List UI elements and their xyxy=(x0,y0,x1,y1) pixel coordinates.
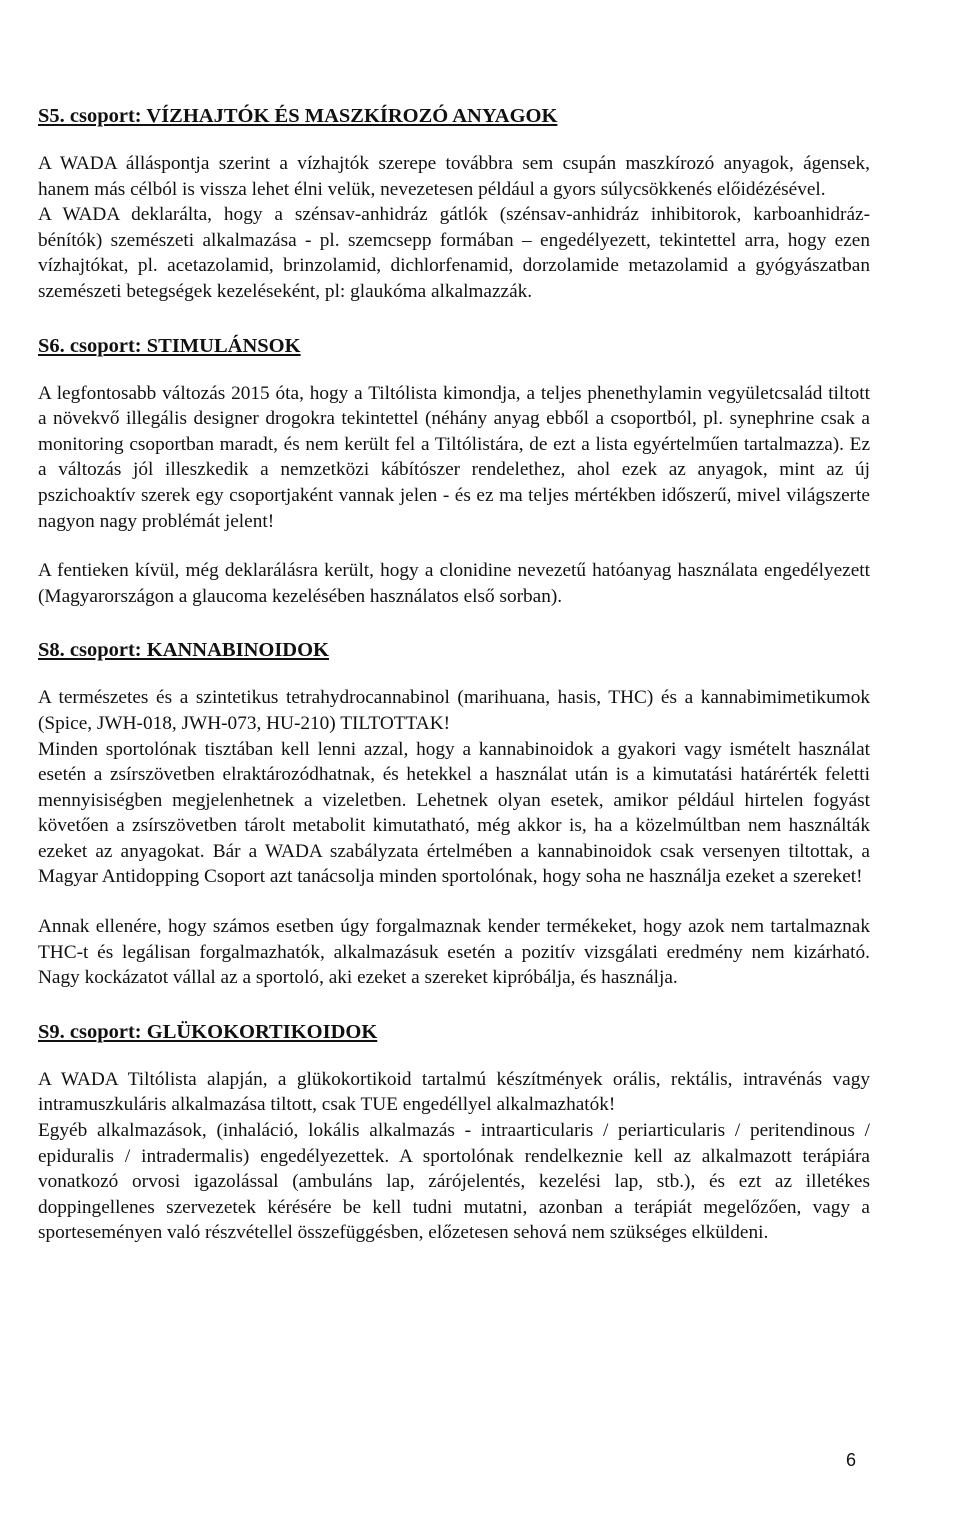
document-body xyxy=(38,103,870,1246)
paragraph: A WADA Tiltólista alapján, a glükokortikoid tartalmú készítmények orális, rektális, intravénás vagy intramuszkuláris alkalmazása tiltott, csak TUE engedéllyel alkalmazhatók! xyxy=(38,1068,870,1116)
section-heading-s9: S9. csoport: GLÜKOKORTIKOIDOK xyxy=(38,1020,378,1043)
section-heading-s5: S5. csoport: VÍZHAJTÓK ÉS MASZKÍROZÓ ANYAGOK xyxy=(38,105,558,127)
paragraph: A fentieken kívül, még deklarálásra került, hogy a clonidine nevezetű hatóanyag használata engedélyezett (Magyarországon a glaucoma kezelésében használatos első sorban). xyxy=(38,560,870,607)
page-number: 6 xyxy=(845,1450,856,1470)
paragraph: A WADA deklarálta, hogy a szénsav-anhidráz gátlók (szénsav-anhidráz inhibitorok, karboanhidráz-bénítók) szemészeti alkalmazása - pl. szemcsepp formában – engedélyezett, tekintettel arra, hogy ezen vízhajtókat, pl. acetazolamid, brinzolamid, dichlorfenamid, dorzolamide metazolamid a gyógyászatban szemészeti betegségek kezeléseként, pl: glaukóma alkalmazzák. xyxy=(38,204,870,302)
paragraph: A természetes és a szintetikus tetrahydrocannabinol (marihuana, hasis, THC) és a kannabimimetikumok (Spice, JWH-018, JWH-073, HU-210) TILTOTTAK! xyxy=(38,687,870,734)
section-s9 xyxy=(38,1019,870,1246)
section-s8 xyxy=(38,637,870,991)
paragraph: Egyéb alkalmazások, (inhaláció, lokális alkalmazás - intraarticularis / periarticularis / peritendinous / epiduralis / intradermalis) engedélyezettek. A sportolónak rendelkeznie kell az alkalmazott terápiára vonatkozó orvosi igazolással (ambuláns lap, zárójelentés, kezelési lap, stb.), és ezt az illetékes doppingellenes szervezetek kérésére be kell tudni mutatni, azonban a terápiát megelőzően, vagy a sporteseményen való részvétellel összefüggésben, előzetesen sehová nem szükséges elküldeni. xyxy=(38,1120,870,1244)
paragraph: A legfontosabb változás 2015 óta, hogy a Tiltólista kimondja, a teljes phenethylamin vegyületcsalád tiltott a növekvő illegális designer drogokra tekintettel (néhány anyag ebből a csoportból, pl. synephrine csak a monitoring csoportban maradt, és nem került fel a Tiltólistára, de ezt a lista egyértelműen tartalmazza). Ez a változás jól illeszkedik a nemzetközi kábítószer rendelethez, ahol ezek az anyagok, mint az új pszichoaktív szerek egy csoportjaként vannak jelen - és ez ma teljes mértékben időszerű, mivel világszerte nagyon nagy problémát jelent! xyxy=(38,382,870,532)
section-heading-s8: S8. csoport: KANNABINOIDOK xyxy=(38,639,329,662)
section-s6 xyxy=(38,333,870,610)
section-heading-s6: S6. csoport: STIMULÁNSOK xyxy=(38,334,301,357)
paragraph: Minden sportolónak tisztában kell lenni azzal, hogy a kannabinoidok a gyakori vagy ismételt használat esetén a zsírszövetben elraktározódhatnak, és hetekkel a használat után is a kimutatási határérték feletti mennyisiségben megjelenhetnek a vizeletben. Lehetnek olyan esetek, amikor például hirtelen fogyást követően a zsírszövetben tárolt metabolit kimutatható, még akkor is, ha a közelmúltban nem használták ezeket az anyagokat. Bár a WADA szabályzata értelmében a kannabinoidok csak versenyen tiltottak, a Magyar Antidopping Csoport azt tanácsolja minden sportolónak, hogy soha ne használja ezeket a szereket! xyxy=(38,738,870,888)
paragraph: A WADA álláspontja szerint a vízhajtók szerepe továbbra sem csupán maszkírozó anyagok, ágensek, hanem más célból is vissza lehet élni velük, nevezetesen például a gyors súlycsökkenés előidézésével. xyxy=(38,153,870,200)
section-s5 xyxy=(38,103,870,305)
paragraph: Annak ellenére, hogy számos esetben úgy forgalmaznak kender termékeket, hogy azok nem tartalmaznak THC-t és legálisan forgalmazhatók, alkalmazásuk esetén a pozitív vizsgálati eredmény nem kizárható. Nagy kockázatot vállal az a sportoló, aki ezeket a szereket kipróbálja, és használja. xyxy=(38,916,870,989)
